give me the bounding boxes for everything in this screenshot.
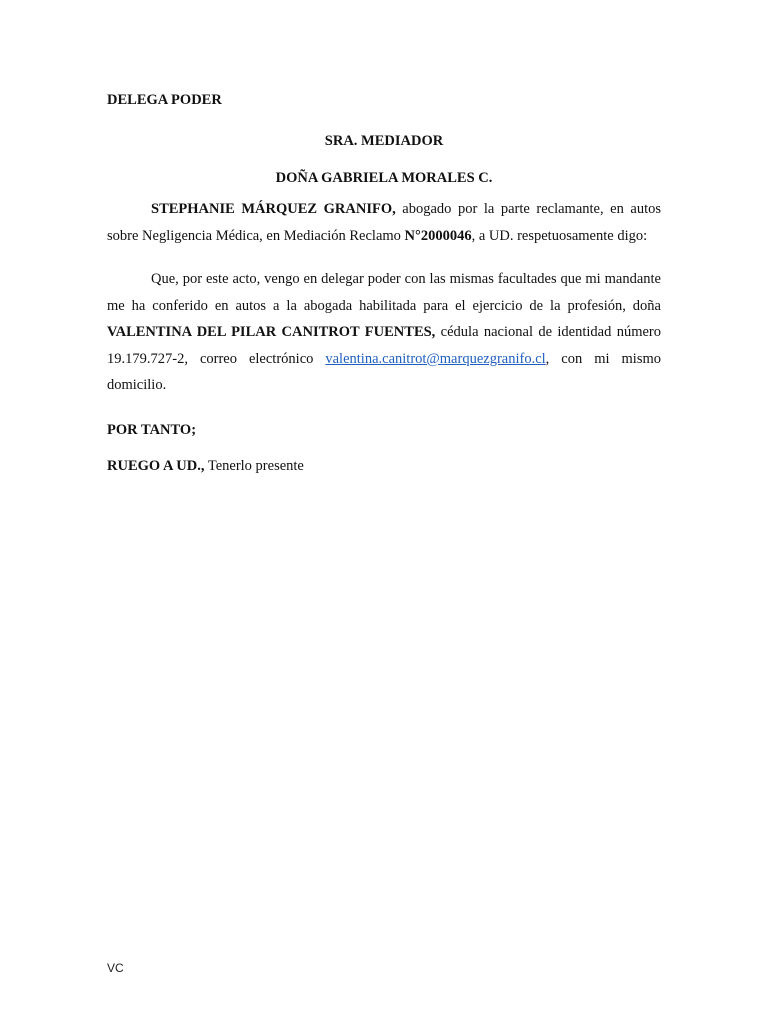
paragraph-intro (107, 196, 661, 249)
intro-text-a: abogado por la parte reclamante, en autos sobre Negligencia Médica, en Mediación Reclamo (107, 201, 662, 244)
document-body (107, 90, 661, 490)
ruego-text: Tenerlo presente (204, 457, 304, 474)
reclamo-number: N°2000046 (404, 227, 472, 244)
intro-text-b: , a UD. respetuosamente digo: (471, 227, 648, 244)
addressee-line-2: DOÑA GABRIELA MORALES C. (275, 170, 493, 186)
document-title: DELEGA PODER (107, 92, 222, 108)
addressee-line-1: SRA. MEDIADOR (324, 133, 444, 149)
ruego-label: RUEGO A UD., (107, 457, 205, 474)
footer-initials: VC (107, 961, 124, 975)
requester-name: STEPHANIE MÁRQUEZ GRANIFO, (151, 201, 396, 217)
delegation-text-a: Que, por este acto, vengo en delegar poder con las mismas facultades que mi mandante me ha conferido en autos a la abogada habilitada para el ejercicio de la profesión, doña (107, 271, 661, 314)
delegation-text-c: , con mi mismo domicilio. (107, 350, 661, 393)
delegation-text-b: cédula nacional de identidad número 19.179.727-2, correo electrónico (107, 324, 661, 367)
paragraph-delegation (107, 266, 661, 399)
email-link[interactable]: valentina.canitrot@marquezgranifo.cl (325, 350, 546, 367)
closing-por-tanto: POR TANTO; (107, 421, 197, 438)
delegate-name: VALENTINA DEL PILAR CANITROT FUENTES, (107, 324, 436, 340)
closing-ruego (107, 456, 661, 476)
